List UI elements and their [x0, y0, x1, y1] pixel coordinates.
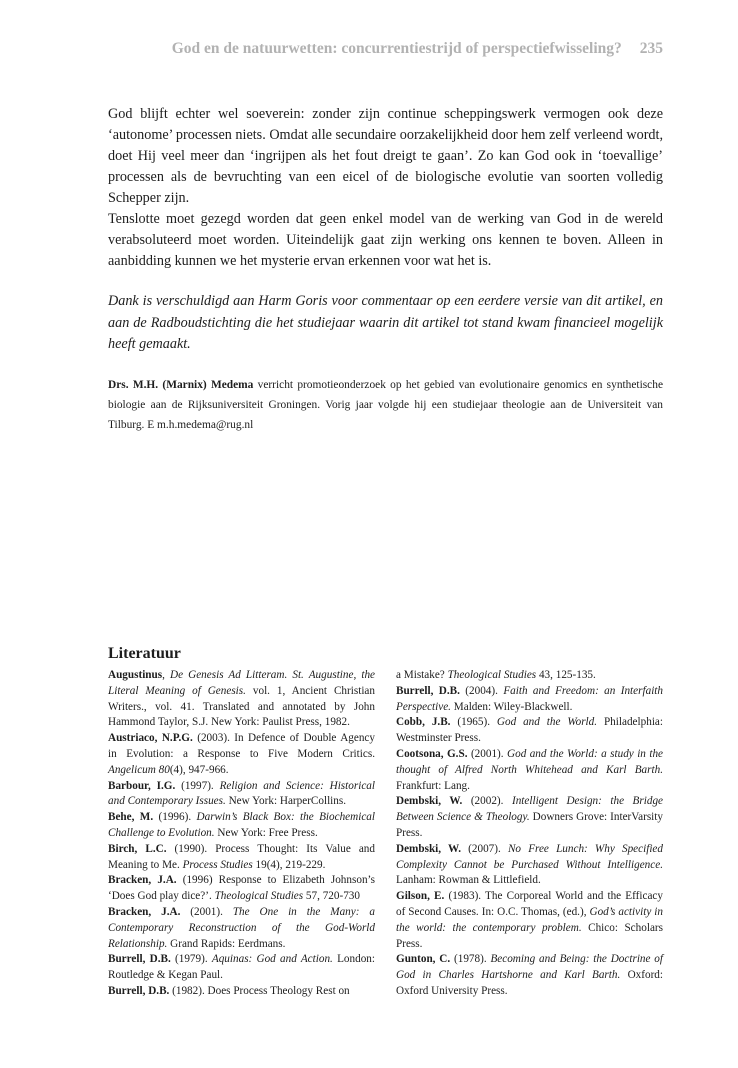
- reference-item: Burrell, D.B. (2004). Faith and Freedom: an Interfaith Perspective. Malden: Wiley-Blackwell.: [396, 684, 664, 713]
- reference-item: Bracken, J.A. (1996) Response to Elizabeth Johnson’s ‘Does God play dice?’. Theological Studies 57, 720-730: [108, 874, 375, 903]
- running-header: [108, 40, 663, 62]
- author-name: Drs. M.H. (Marnix) Medema: [108, 379, 254, 391]
- author-note: [108, 375, 663, 435]
- author-bio: verricht promotieonderzoek op het gebied van evolutionaire genomics en synthetische biologie aan de Rijksuniversiteit Groningen. Vorig jaar volgde hij een studiejaar theologie aan de Universiteit van Tilburg. E m.h.medema@rug.nl: [108, 379, 663, 431]
- reference-item: Dembski, W. (2002). Intelligent Design: the Bridge Between Science & Theology. Downers Grove: InterVarsity Press.: [396, 795, 663, 839]
- body-text: [108, 104, 663, 272]
- reference-item: Birch, L.C. (1990). Process Thought: Its Value and Meaning to Me. Process Studies 19(4), 219-229.: [108, 842, 375, 871]
- body-paragraph-2: Tenslotte moet gezegd worden dat geen enkel model van de werking van God in de wereld verabsoluteerd moet worden. Uiteindelijk gaat zijn werking ons kennen te boven. Alleen in aanbidding kunnen we het mysterie ervan erkennen voor wat het is.: [108, 211, 663, 269]
- reference-item: Augustinus, De Genesis Ad Litteram. St. Augustine, the Literal Meaning of Genesis. vol. 1, Ancient Christian Writers., vol. 41. Translated and annotated by John Hammond Taylor, S.J. New York: Paulist Press, 1982.: [108, 669, 376, 729]
- reference-item: Burrell, D.B. (1982). Does Process Theology Rest on: [108, 984, 350, 997]
- reference-item: Bracken, J.A. (2001). The One in the Many: a Contemporary Reconstruction of the God-World Relationship. Grand Rapids: Eerdmans.: [108, 905, 375, 950]
- reference-list-left: [108, 668, 375, 1000]
- reference-item: a Mistake? Theological Studies 43, 125-135.: [396, 669, 596, 681]
- reference-item: Austriaco, N.P.G. (2003). In Defence of Double Agency in Evolution: a Response to Five Modern Critics. Angelicum 80(4), 947-966.: [108, 732, 375, 776]
- acknowledgement: Dank is verschuldigd aan Harm Goris voor commentaar op een eerdere versie van dit artikel, en aan de Radboudstichting die het studiejaar waarin dit artikel tot stand kwam financieel mogelijk heeft gemaakt.: [108, 293, 663, 352]
- reference-list-right: [396, 668, 663, 1000]
- reference-item: Behe, M. (1996). Darwin’s Black Box: the Biochemical Challenge to Evolution. New York: Free Press.: [108, 811, 375, 839]
- reference-item: Cobb, J.B. (1965). God and the World. Philadelphia: Westminster Press.: [396, 716, 663, 745]
- reference-item: Barbour, I.G. (1997). Religion and Science: Historical and Contemporary Issues. New York: HarperCollins.: [108, 779, 375, 808]
- reference-item: Burrell, D.B. (1979). Aquinas: God and Action. London: Routledge & Kegan Paul.: [108, 953, 375, 982]
- body-paragraph-1: God blijft echter wel soeverein: zonder zijn continue scheppingswerk vermogen ook deze ‘autonome’ processen niets. Omdat alle secundaire oorzakelijkheid door hem zelf verleend wordt, doet Hij veel meer dan ‘ingrijpen als het fout dreigt te gaan’. Zo kan God ook in ‘toevallige’ processen als de bevruchting van een eicel of de biologische evolutie van soorten volledig Schepper zijn.: [108, 106, 663, 206]
- running-title: God en de natuurwetten: concurrentiestrijd of perspectiefwisseling?: [171, 40, 622, 57]
- literature-heading: Literatuur: [108, 645, 181, 662]
- reference-item: Gilson, E. (1983). The Corporeal World and the Efficacy of Second Causes. In: O.C. Thomas, (ed.), God’s activity in the world: the contemporary problem. Chico: Scholars Press.: [396, 890, 663, 950]
- reference-item: Cootsona, G.S. (2001). God and the World: a study in the thought of Alfred North Whitehead and Karl Barth. Frankfurt: Lang.: [396, 747, 664, 792]
- reference-item: Gunton, C. (1978). Becoming and Being: the Doctrine of God in Charles Hartshorne and Karl Barth. Oxford: Oxford University Press.: [396, 953, 664, 997]
- page-number: 235: [639, 40, 663, 57]
- reference-item: Dembski, W. (2007). No Free Lunch: Why Specified Complexity Cannot be Purchased Without Intelligence. Lanham: Rowman & Littlefield.: [396, 842, 663, 887]
